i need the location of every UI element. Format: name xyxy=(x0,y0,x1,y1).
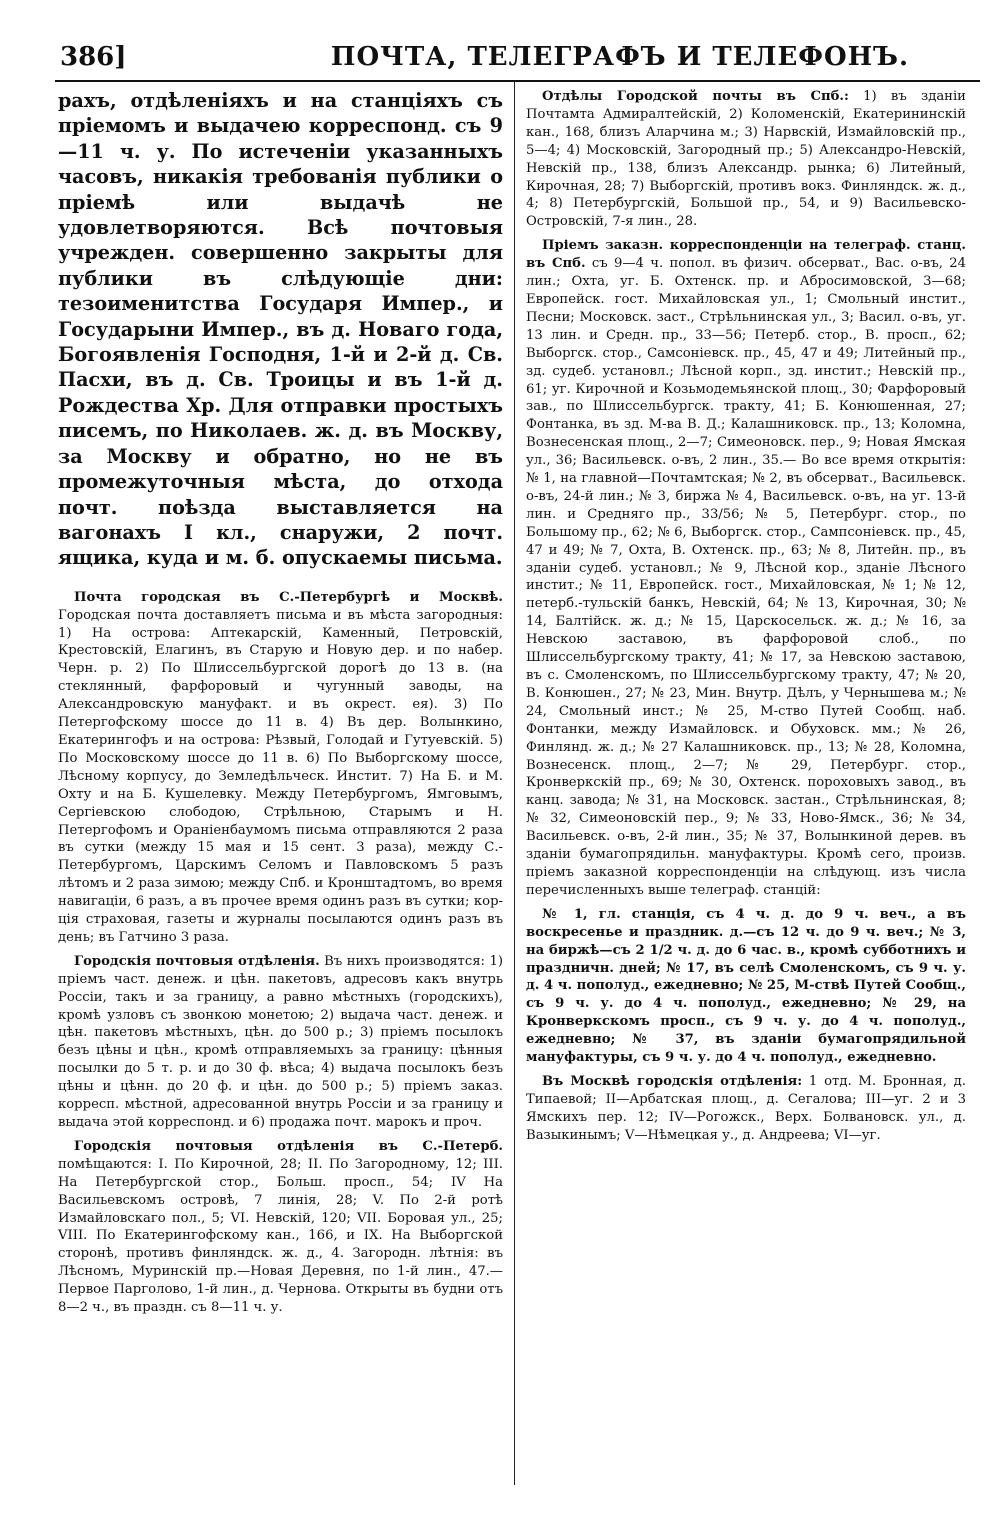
running-title: ПОЧТА, ТЕЛЕГРАФЪ И ТЕЛЕФОНЪ. xyxy=(330,42,910,72)
intro-paragraph: рахъ, отдѣленіяхъ и на станціяхъ съ пріемомъ и выдачею корреспонд. съ 9—11 ч. у. По истеченіи указанныхъ часовъ, никакія требованія публики о пріемѣ или выдачѣ не удовлетворяются. Всѣ почтовыя учрежден. совершенно закрыты для публики въ слѣдующіе дни: тезоименитства Государя Импер., и Государыни Импер., въ д. Новаго года, Богоявленія Господня, 1-й и 2-й д. Св. Пасхи, въ д. Св. Троицы и въ 1-й д. Рождества Хр. Для отправки простыхъ писемъ, по Николаев. ж. д. въ Москву, за Москву и обратно, но не въ промежуточныя мѣста, до отхода почт. поѣзда выставляется на вагонахъ I кл., снаружи, 2 почт. ящика, куда и м. б. опускаемы письма. xyxy=(58,89,503,570)
section-moscow-branches xyxy=(526,1073,966,1145)
section-text: 1 отд. М. Бронная, д. Типаевой; II—Арбатская площ., д. Сегалова; III—уг. 2 и 3 Ямскихъ пер. 12; IV—Рогожск., Верх. Болвановск. ул., д. Вазыкинымъ; V—Нѣмецкая у., д. Андреева; VI—уг. xyxy=(526,1073,966,1143)
column-divider xyxy=(514,80,515,1485)
right-column xyxy=(526,88,966,1151)
page-number: 386] xyxy=(60,42,127,72)
section-heading: Городскія почтовыя отдѣленія въ С.-Петерб. xyxy=(74,1138,503,1154)
section-text: Городская почта доставляетъ письма и въ мѣста загородныя: 1) На острова: Аптекарскій, Каменный, Петровскій, Крестовскій, Елагинъ, въ Старую и Новую дер. и по набер. Черн. р. 2) По Шлиссельбургской дорогѣ до 13 в. (на стеклянный, фарфоровый и чугунный заводы, на Александровскую мануфакт. и въ окрест. ея). 3) По Петергофскому шоссе до 11 в. 4) Въ дер. Волынкино, Екатерингофъ и на острова: Рѣзвый, Голодай и Гутуевскій. 5) По Московскому шоссе до 11 в. 6) По Выборгскому шоссе, Лѣсному корпусу, до Земледѣльческ. Инстит. 7) На Б. и М. Охту и на Б. Кушелевку. Между Петербургомъ, Ямговымъ, Сергіевскою слободою, Стрѣльною, Старымъ и Н. Петергофомъ и Ораніенбаумомъ письма отправляются 2 раза въ сутки (между 15 мая и 15 сент. 3 раза), между С.-Петербургомъ, Царскимъ Селомъ и Павловскомъ 5 разъ лѣтомъ и 2 раза зимою; между Спб. и Кронштадтомъ, во время навигаціи, 6 разъ, а въ прочее время одинъ разъ въ сутки; кор-ція страховая, газеты и журналы посылаются одинъ разъ въ день; въ Гатчино 3 раза. xyxy=(58,607,503,945)
section-heading: Отдѣлы Городской почты въ Спб.: xyxy=(542,89,849,104)
section-heading: Пріемъ заказн. корреспонденціи на телеграф. станц. въ Спб. xyxy=(526,238,966,272)
section-text: 1) въ зданіи Почтамта Адмиралтейскій, 2) Коломенскій, Екатерининскій кан., 168, близъ Аларчина м.; 3) Нарвскій, Измайловскій пр., 5—4; 4) Московскій, Загородный пр.; 5) Александро-Невскій, Невскій пр., 138, близъ Александр. рынка; 6) Литейный, Кирочная, 28; 7) Выборгскій, противъ вокз. Финляндск. ж. д., 4; 8) Петербургскій, Большой пр., 54, и 9) Васильевско-Островскій, 7-я лин., 28. xyxy=(526,89,966,230)
section-heading: Въ Москвѣ городскія отдѣленія: xyxy=(542,1073,803,1089)
section-city-branches xyxy=(58,953,503,1132)
section-station-hours xyxy=(526,906,966,1067)
section-spb-branches xyxy=(58,1138,503,1317)
section-text: съ 9—4 ч. попол. въ физич. обсерват., Вас. о-въ, 24 лин.; Охта, уг. Б. Охтенск. пр. и Абросимовской, 3—68; Европейск. гост. Михайловская ул., 1; Смольный инстит., Песни; Московск. заст., Стрѣльнинская ул., 3; Васил. о-въ, уг. 13 лин. и Средн. пр., 33—56; Петерб. стор., В. просп., 62; Выборгск. стор., Самсоніевск. пр., 45, 47 и 49; Литейный пр., зд. судеб. установл.; Лѣсной корп., зд. инстит.; Невскій пр., 61; уг. Кирочной и Козьмодемьянской площ., 30; Фарфоровый зав., по Шлиссельбургск. тракту, 41; Б. Конюшенная, 27; Фонтанка, въ зд. М-ва В. Д.; Калашниковск. пр., 13; Коломна, Вознесенская площ., 2—7; Симеоновск. пер., 9; Новая Ямская ул., 36; Васильевск. о-въ, 2 лин., 35.— Во все время открытія: № 1, на главной—Почтамтская; № 2, въ обсерват., Васильевск. о-въ, 24-й лин.; № 3, биржа № 4, Васильевск. о-въ, на уг. 13-й лин. и Средняго пр., 33/56; № 5, Петербург. стор., по Большому пр., 62; № 6, Выборгск. стор., Сампсоніевск. пр., 45, 47 и 49; № 7, Охта, В. Охтенск. пр., 63; № 8, Литейн. пр., въ зданіи судеб. установл.; № 9, Лѣсной кор., зданіе Лѣсного инстит.; № 11, Европейск. гост., Михайловская, № 1; № 12, петерб.-тульскій банкъ, Невскій, 64; № 13, Кирочная, 30; № 14, Балтійск. ж. д.; № 15, Царскосельск. ж. д.; № 16, за Невскою заставою, въ фарфоровой слоб., по Шлиссельбургскому тракту, 41; № 17, за Невскою заставою, въ с. Смоленскомъ, по Шлиссельбургскому тракту, 47; № 20, В. Конюшен., 27; № 23, Мин. Внутр. Дѣлъ, у Чернышева м.; № 24, Смольный инст.; № 25, М-ство Путей Сообщ. наб. Фонтанки, между Измайловск. и Обуховск. мм.; № 26, Финлянд. ж. д.; № 27 Калашниковск. пр., 13; № 28, Коломна, Вознесенск. площ., 2—7; № 29, Петербург. стор., Кронверкскій пр., 69; № 30, Охтенск. пороховыхъ завод., въ канц. завода; № 31, на Московск. застан., Стрѣльнинская, 8; № 32, Симеоновскій пер., 9; № 33, Ново-Ямск., 36; № 34, Васильевск. о-въ, 2-й лин., 35; № 37, Волынкиной дерев. въ зданіи бумагопрядильн. мануфактуры. Кромѣ сего, произв. пріемъ заказной корреспонденціи на слѣдующ. изъ числа перечисленныхъ выше телеграф. станцій: xyxy=(526,256,966,898)
section-telegraph-stations xyxy=(526,237,966,900)
page-header xyxy=(60,38,980,78)
section-text: помѣщаются: I. По Кирочной, 28; II. По Загородному, 12; III. На Петербургской стор., Больш. просп., 54; IV На Васильевскомъ островѣ, 7 линія, 28; V. По 2-й ротѣ Измайловскаго пол., 5; VI. Невскій, 120; VII. Боровая ул., 25; VIII. По Екатерингофскому кан., 166, и IX. На Выборгской сторонѣ, противъ финляндск. ж. д., 4. Загородн. лѣтнія: въ Лѣсномъ, Муринскій пр.—Новая Деревня, по 1-й лин., 47.—Первое Парголово, 1-й лин., д. Чернова. Открыты въ будни отъ 8—2 ч., въ праздн. съ 8—11 ч. у. xyxy=(58,1156,503,1316)
section-spb-departments xyxy=(526,88,966,231)
left-column xyxy=(58,88,503,1323)
section-city-post xyxy=(58,589,503,947)
section-heading: Почта городская въ С.-Петербургѣ и Москвѣ. xyxy=(74,589,503,605)
section-text: Въ нихъ производятся: 1) пріемъ част. денеж. и цѣн. пакетовъ, адресовъ какъ внутрь Россіи, такъ и за границу, а равно мѣстныхъ (городскихъ), кромѣ узловъ съ звонкою монетою; 2) выдача част. денеж. и цѣн. пакетовъ мѣстныхъ, цѣн. до 500 р.; 3) пріемъ посылокъ безъ цѣны и цѣн., кромѣ отправляемыхъ за границу: цѣнныя посылки до 5 т. р. и до 30 ф. вѣса; 4) выдача посылокъ безъ цѣны и цѣнн. до 20 ф. и цѣн. до 500 р.; 5) пріемъ заказ. корресп. мѣстной, адресованной внутрь Россіи и за границу и выдача этой корреспонд. и 6) продажа почт. марокъ и проч. xyxy=(58,953,503,1130)
header-rule xyxy=(55,80,980,82)
section-text: № 1, гл. станція, съ 4 ч. д. до 9 ч. веч., а въ воскресенье и праздник. д.—съ 12 ч. до 9 ч. веч.; № 3, на биржѣ—съ 2 1/2 ч. д. до 6 час. в., кромѣ субботнихъ и праздничн. дней; № 17, въ селѣ Смоленскомъ, съ 9 ч. у. д. 4 ч. пополуд., ежедневно; № 25, М-ствѣ Путей Сообщ., съ 9 ч. у. до 4 ч. пополуд., ежедневно; № 29, на Кронверкскомъ просп., съ 9 ч. у. до 4 ч. пополуд., ежедневно; № 37, въ зданіи бумагопрядильной мануфактуры, съ 9 ч. у. до 4 ч. пополуд., ежедневно. xyxy=(526,906,966,1066)
section-heading: Городскія почтовыя отдѣленія. xyxy=(74,953,320,969)
